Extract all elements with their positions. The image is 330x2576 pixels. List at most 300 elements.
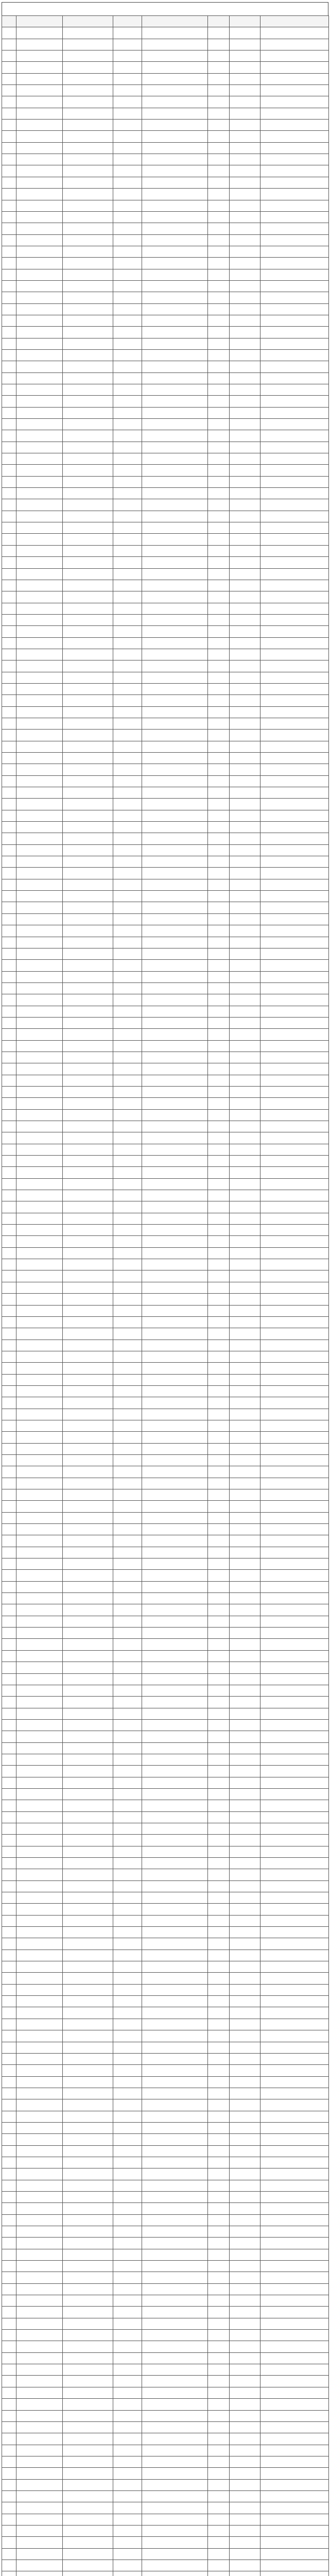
- table-row: [2, 913, 329, 925]
- table-cell: [208, 1823, 230, 1834]
- table-cell: [63, 1132, 113, 1144]
- table-cell: [208, 1547, 230, 1558]
- column-header: [2, 16, 16, 27]
- table-cell: [2, 1880, 16, 1892]
- table-row: [2, 1466, 329, 1478]
- table-cell: [260, 2007, 329, 2019]
- table-cell: [230, 2571, 260, 2576]
- table-cell: [113, 1904, 142, 1915]
- table-cell: [260, 1420, 329, 1431]
- table-cell: [113, 2410, 142, 2421]
- table-cell: [113, 430, 142, 442]
- table-cell: [63, 1489, 113, 1501]
- table-cell: [63, 2030, 113, 2042]
- table-cell: [260, 1731, 329, 1742]
- table-cell: [63, 2007, 113, 2019]
- table-cell: [260, 27, 329, 39]
- table-cell: [260, 1489, 329, 1501]
- table-row: [2, 511, 329, 522]
- table-cell: [260, 2145, 329, 2157]
- table-cell: [16, 476, 63, 487]
- table-cell: [142, 2537, 208, 2548]
- table-cell: [63, 902, 113, 913]
- table-cell: [208, 1628, 230, 1639]
- table-row: [2, 142, 329, 154]
- table-cell: [208, 1558, 230, 1570]
- table-cell: [63, 234, 113, 246]
- table-cell: [113, 1984, 142, 1995]
- table-cell: [230, 442, 260, 453]
- table-cell: [2, 706, 16, 718]
- table-cell: [63, 1282, 113, 1293]
- table-cell: [260, 603, 329, 614]
- table-cell: [113, 292, 142, 303]
- table-cell: [113, 1167, 142, 1178]
- table-cell: [208, 39, 230, 50]
- table-cell: [230, 2249, 260, 2260]
- table-cell: [2, 868, 16, 879]
- table-cell: [2, 1225, 16, 1236]
- table-cell: [63, 1892, 113, 1904]
- table-cell: [2, 913, 16, 925]
- table-cell: [113, 1846, 142, 1857]
- table-cell: [2, 2238, 16, 2249]
- table-cell: [63, 2053, 113, 2064]
- table-cell: [208, 1340, 230, 1351]
- table-cell: [142, 1880, 208, 1892]
- table-row: [2, 2307, 329, 2318]
- table-cell: [16, 2203, 63, 2214]
- table-cell: [113, 649, 142, 660]
- table-cell: [113, 982, 142, 994]
- table-cell: [113, 1328, 142, 1340]
- table-cell: [142, 73, 208, 84]
- table-cell: [260, 913, 329, 925]
- table-row: [2, 1409, 329, 1420]
- table-cell: [2, 1063, 16, 1075]
- table-cell: [113, 361, 142, 372]
- table-cell: [2, 2514, 16, 2525]
- table-cell: [63, 465, 113, 476]
- table-cell: [113, 1029, 142, 1040]
- table-cell: [230, 2525, 260, 2536]
- table-cell: [113, 822, 142, 833]
- table-cell: [2, 2283, 16, 2295]
- table-cell: [260, 1697, 329, 1708]
- table-cell: [142, 913, 208, 925]
- table-cell: [63, 85, 113, 96]
- table-row: [2, 1835, 329, 1846]
- table-cell: [260, 2514, 329, 2525]
- table-cell: [260, 695, 329, 706]
- table-row: [2, 2456, 329, 2467]
- table-cell: [63, 2387, 113, 2398]
- table-cell: [113, 1811, 142, 1823]
- table-cell: [63, 2479, 113, 2490]
- table-cell: [230, 1270, 260, 1282]
- table-cell: [208, 189, 230, 200]
- table-cell: [208, 603, 230, 614]
- table-cell: [63, 108, 113, 119]
- table-cell: [230, 799, 260, 810]
- table-cell: [113, 2065, 142, 2076]
- table-cell: [208, 879, 230, 890]
- table-cell: [260, 442, 329, 453]
- table-cell: [230, 1316, 260, 1328]
- table-cell: [63, 1904, 113, 1915]
- table-cell: [208, 2065, 230, 2076]
- table-cell: [230, 1144, 260, 1155]
- table-cell: [230, 120, 260, 131]
- table-cell: [113, 718, 142, 729]
- table-cell: [16, 211, 63, 223]
- table-cell: [16, 258, 63, 269]
- table-cell: [208, 1581, 230, 1592]
- table-row: [2, 1156, 329, 1167]
- table-cell: [230, 1363, 260, 1374]
- table-cell: [2, 1535, 16, 1547]
- table-cell: [16, 1340, 63, 1351]
- table-cell: [2, 2122, 16, 2133]
- table-cell: [260, 1282, 329, 1293]
- table-row: [2, 246, 329, 257]
- table-cell: [2, 1351, 16, 1362]
- table-cell: [208, 614, 230, 625]
- table-cell: [142, 833, 208, 844]
- table-cell: [230, 349, 260, 361]
- table-cell: [2, 2456, 16, 2467]
- table-cell: [2, 1570, 16, 1581]
- table-cell: [260, 1880, 329, 1892]
- table-cell: [208, 327, 230, 338]
- table-cell: [230, 85, 260, 96]
- table-row: [2, 1432, 329, 1443]
- table-row: [2, 2283, 329, 2295]
- table-row: [2, 2261, 329, 2272]
- table-cell: [230, 1489, 260, 1501]
- table-cell: [208, 1512, 230, 1523]
- table-cell: [2, 1558, 16, 1570]
- table-cell: [63, 971, 113, 982]
- table-cell: [63, 1835, 113, 1846]
- table-cell: [2, 1213, 16, 1224]
- table-cell: [2, 1685, 16, 1696]
- table-cell: [16, 2053, 63, 2064]
- table-cell: [113, 407, 142, 418]
- table-cell: [230, 177, 260, 188]
- table-cell: [260, 925, 329, 937]
- table-cell: [230, 2364, 260, 2376]
- table-cell: [260, 1132, 329, 1144]
- table-row: [2, 39, 329, 50]
- table-cell: [260, 2445, 329, 2456]
- table-cell: [230, 2433, 260, 2445]
- table-cell: [230, 1950, 260, 1961]
- table-cell: [142, 2502, 208, 2514]
- table-cell: [230, 1835, 260, 1846]
- table-cell: [260, 1006, 329, 1017]
- table-cell: [16, 672, 63, 683]
- table-cell: [16, 1397, 63, 1409]
- table-cell: [2, 844, 16, 856]
- table-cell: [113, 2122, 142, 2133]
- table-cell: [63, 879, 113, 890]
- table-cell: [260, 730, 329, 741]
- table-cell: [260, 131, 329, 142]
- table-cell: [63, 511, 113, 522]
- table-cell: [260, 718, 329, 729]
- table-cell: [16, 2318, 63, 2329]
- table-cell: [113, 2456, 142, 2467]
- table-cell: [208, 2272, 230, 2283]
- table-cell: [2, 833, 16, 844]
- table-cell: [142, 2445, 208, 2456]
- table-cell: [113, 234, 142, 246]
- table-cell: [113, 1247, 142, 1259]
- table-cell: [208, 1938, 230, 1950]
- table-cell: [208, 85, 230, 96]
- table-row: [2, 189, 329, 200]
- table-cell: [16, 799, 63, 810]
- table-cell: [2, 372, 16, 384]
- table-row: [2, 2157, 329, 2168]
- table-cell: [2, 142, 16, 154]
- table-cell: [16, 1144, 63, 1155]
- table-cell: [2, 591, 16, 603]
- table-row: [2, 2134, 329, 2145]
- table-cell: [142, 1363, 208, 1374]
- table-row: [2, 2352, 329, 2364]
- table-row: [2, 1397, 329, 1409]
- table-cell: [2, 120, 16, 131]
- table-cell: [16, 2122, 63, 2133]
- table-cell: [260, 1547, 329, 1558]
- table-cell: [260, 1340, 329, 1351]
- table-cell: [2, 442, 16, 453]
- table-cell: [260, 1662, 329, 1673]
- table-cell: [63, 1029, 113, 1040]
- table-cell: [2, 234, 16, 246]
- table-cell: [142, 1512, 208, 1523]
- table-cell: [260, 1109, 329, 1121]
- table-cell: [230, 683, 260, 694]
- table-cell: [142, 706, 208, 718]
- table-cell: [2, 2307, 16, 2318]
- table-cell: [230, 844, 260, 856]
- table-cell: [208, 430, 230, 442]
- table-cell: [142, 2272, 208, 2283]
- table-cell: [63, 810, 113, 821]
- table-row: [2, 810, 329, 821]
- table-cell: [208, 660, 230, 672]
- table-cell: [142, 2238, 208, 2249]
- table-cell: [260, 2122, 329, 2133]
- table-cell: [16, 1109, 63, 1121]
- table-cell: [142, 2421, 208, 2433]
- table-cell: [142, 2548, 208, 2560]
- table-cell: [2, 1109, 16, 1121]
- table-cell: [208, 407, 230, 418]
- table-cell: [142, 189, 208, 200]
- table-cell: [63, 718, 113, 729]
- table-cell: [16, 1098, 63, 1109]
- table-cell: [208, 1029, 230, 1040]
- table-cell: [260, 2318, 329, 2329]
- table-cell: [63, 2399, 113, 2410]
- table-cell: [208, 1167, 230, 1178]
- table-cell: [208, 2261, 230, 2272]
- table-cell: [208, 637, 230, 649]
- table-cell: [113, 1282, 142, 1293]
- table-cell: [142, 430, 208, 442]
- table-cell: [113, 1063, 142, 1075]
- table-cell: [230, 1351, 260, 1362]
- table-cell: [230, 2157, 260, 2168]
- table-cell: [208, 971, 230, 982]
- table-cell: [63, 1858, 113, 1869]
- table-cell: [142, 62, 208, 73]
- table-cell: [2, 660, 16, 672]
- table-cell: [113, 844, 142, 856]
- table-cell: [2, 1800, 16, 1811]
- table-cell: [230, 1478, 260, 1489]
- table-cell: [142, 1915, 208, 1926]
- table-cell: [208, 683, 230, 694]
- table-cell: [142, 1616, 208, 1627]
- table-cell: [208, 453, 230, 465]
- table-cell: [113, 1800, 142, 1811]
- table-cell: [2, 971, 16, 982]
- table-cell: [260, 327, 329, 338]
- table-cell: [230, 39, 260, 50]
- table-cell: [260, 142, 329, 154]
- table-cell: [260, 73, 329, 84]
- table-cell: [16, 223, 63, 234]
- table-cell: [230, 2387, 260, 2398]
- table-cell: [230, 649, 260, 660]
- table-row: [2, 1915, 329, 1926]
- table-cell: [208, 1869, 230, 1880]
- table-cell: [2, 2019, 16, 2030]
- table-cell: [2, 327, 16, 338]
- table-row: [2, 2421, 329, 2433]
- table-cell: [2, 2399, 16, 2410]
- table-cell: [142, 925, 208, 937]
- table-cell: [2, 1869, 16, 1880]
- table-cell: [63, 1811, 113, 1823]
- table-row: [2, 2399, 329, 2410]
- table-cell: [63, 822, 113, 833]
- table-cell: [16, 2238, 63, 2249]
- table-cell: [2, 2387, 16, 2398]
- table-cell: [16, 131, 63, 142]
- table-cell: [63, 1213, 113, 1224]
- table-cell: [2, 1316, 16, 1328]
- table-cell: [208, 1880, 230, 1892]
- table-cell: [230, 2376, 260, 2387]
- table-cell: [113, 948, 142, 959]
- table-cell: [16, 1869, 63, 1880]
- table-cell: [113, 1351, 142, 1362]
- table-cell: [230, 1501, 260, 1512]
- table-cell: [2, 718, 16, 729]
- table-cell: [230, 522, 260, 534]
- table-row: [2, 2226, 329, 2238]
- table-cell: [113, 925, 142, 937]
- table-row: [2, 856, 329, 868]
- table-cell: [63, 246, 113, 257]
- table-cell: [16, 189, 63, 200]
- table-row: [2, 730, 329, 741]
- table-cell: [142, 303, 208, 315]
- table-cell: [63, 1961, 113, 1973]
- table-cell: [113, 1950, 142, 1961]
- table-cell: [63, 442, 113, 453]
- table-row: [2, 1869, 329, 1880]
- table-cell: [16, 1639, 63, 1650]
- table-cell: [63, 62, 113, 73]
- table-cell: [142, 2376, 208, 2387]
- table-cell: [16, 706, 63, 718]
- table-cell: [16, 1156, 63, 1167]
- table-cell: [63, 154, 113, 165]
- table-cell: [2, 2134, 16, 2145]
- table-cell: [230, 2019, 260, 2030]
- table-row: [2, 1823, 329, 1834]
- table-cell: [260, 372, 329, 384]
- table-cell: [260, 2537, 329, 2548]
- table-cell: [113, 1650, 142, 1662]
- table-row: [2, 2376, 329, 2387]
- table-cell: [142, 2490, 208, 2502]
- table-cell: [16, 1432, 63, 1443]
- table-cell: [16, 1501, 63, 1512]
- table-cell: [142, 96, 208, 108]
- table-cell: [113, 2191, 142, 2202]
- table-cell: [230, 280, 260, 292]
- table-cell: [63, 937, 113, 948]
- table-cell: [230, 948, 260, 959]
- table-cell: [260, 2042, 329, 2053]
- table-cell: [208, 1144, 230, 1155]
- table-cell: [208, 2099, 230, 2111]
- table-cell: [230, 2007, 260, 2019]
- table-cell: [208, 1305, 230, 1316]
- table-cell: [16, 2479, 63, 2490]
- table-row: [2, 2445, 329, 2456]
- table-cell: [208, 1432, 230, 1443]
- table-cell: [142, 2387, 208, 2398]
- table-cell: [113, 1294, 142, 1305]
- table-cell: [63, 2525, 113, 2536]
- table-cell: [63, 1673, 113, 1685]
- table-cell: [113, 165, 142, 177]
- table-cell: [16, 430, 63, 442]
- table-cell: [16, 2099, 63, 2111]
- table-cell: [142, 50, 208, 62]
- table-cell: [230, 1593, 260, 1604]
- table-cell: [142, 2042, 208, 2053]
- table-cell: [142, 1788, 208, 1800]
- table-cell: [142, 1282, 208, 1293]
- table-cell: [63, 2214, 113, 2226]
- table-row: [2, 1029, 329, 1040]
- table-cell: [113, 2168, 142, 2180]
- table-row: [2, 2387, 329, 2398]
- table-row: [2, 1017, 329, 1028]
- table-cell: [142, 1316, 208, 1328]
- table-row: [2, 396, 329, 407]
